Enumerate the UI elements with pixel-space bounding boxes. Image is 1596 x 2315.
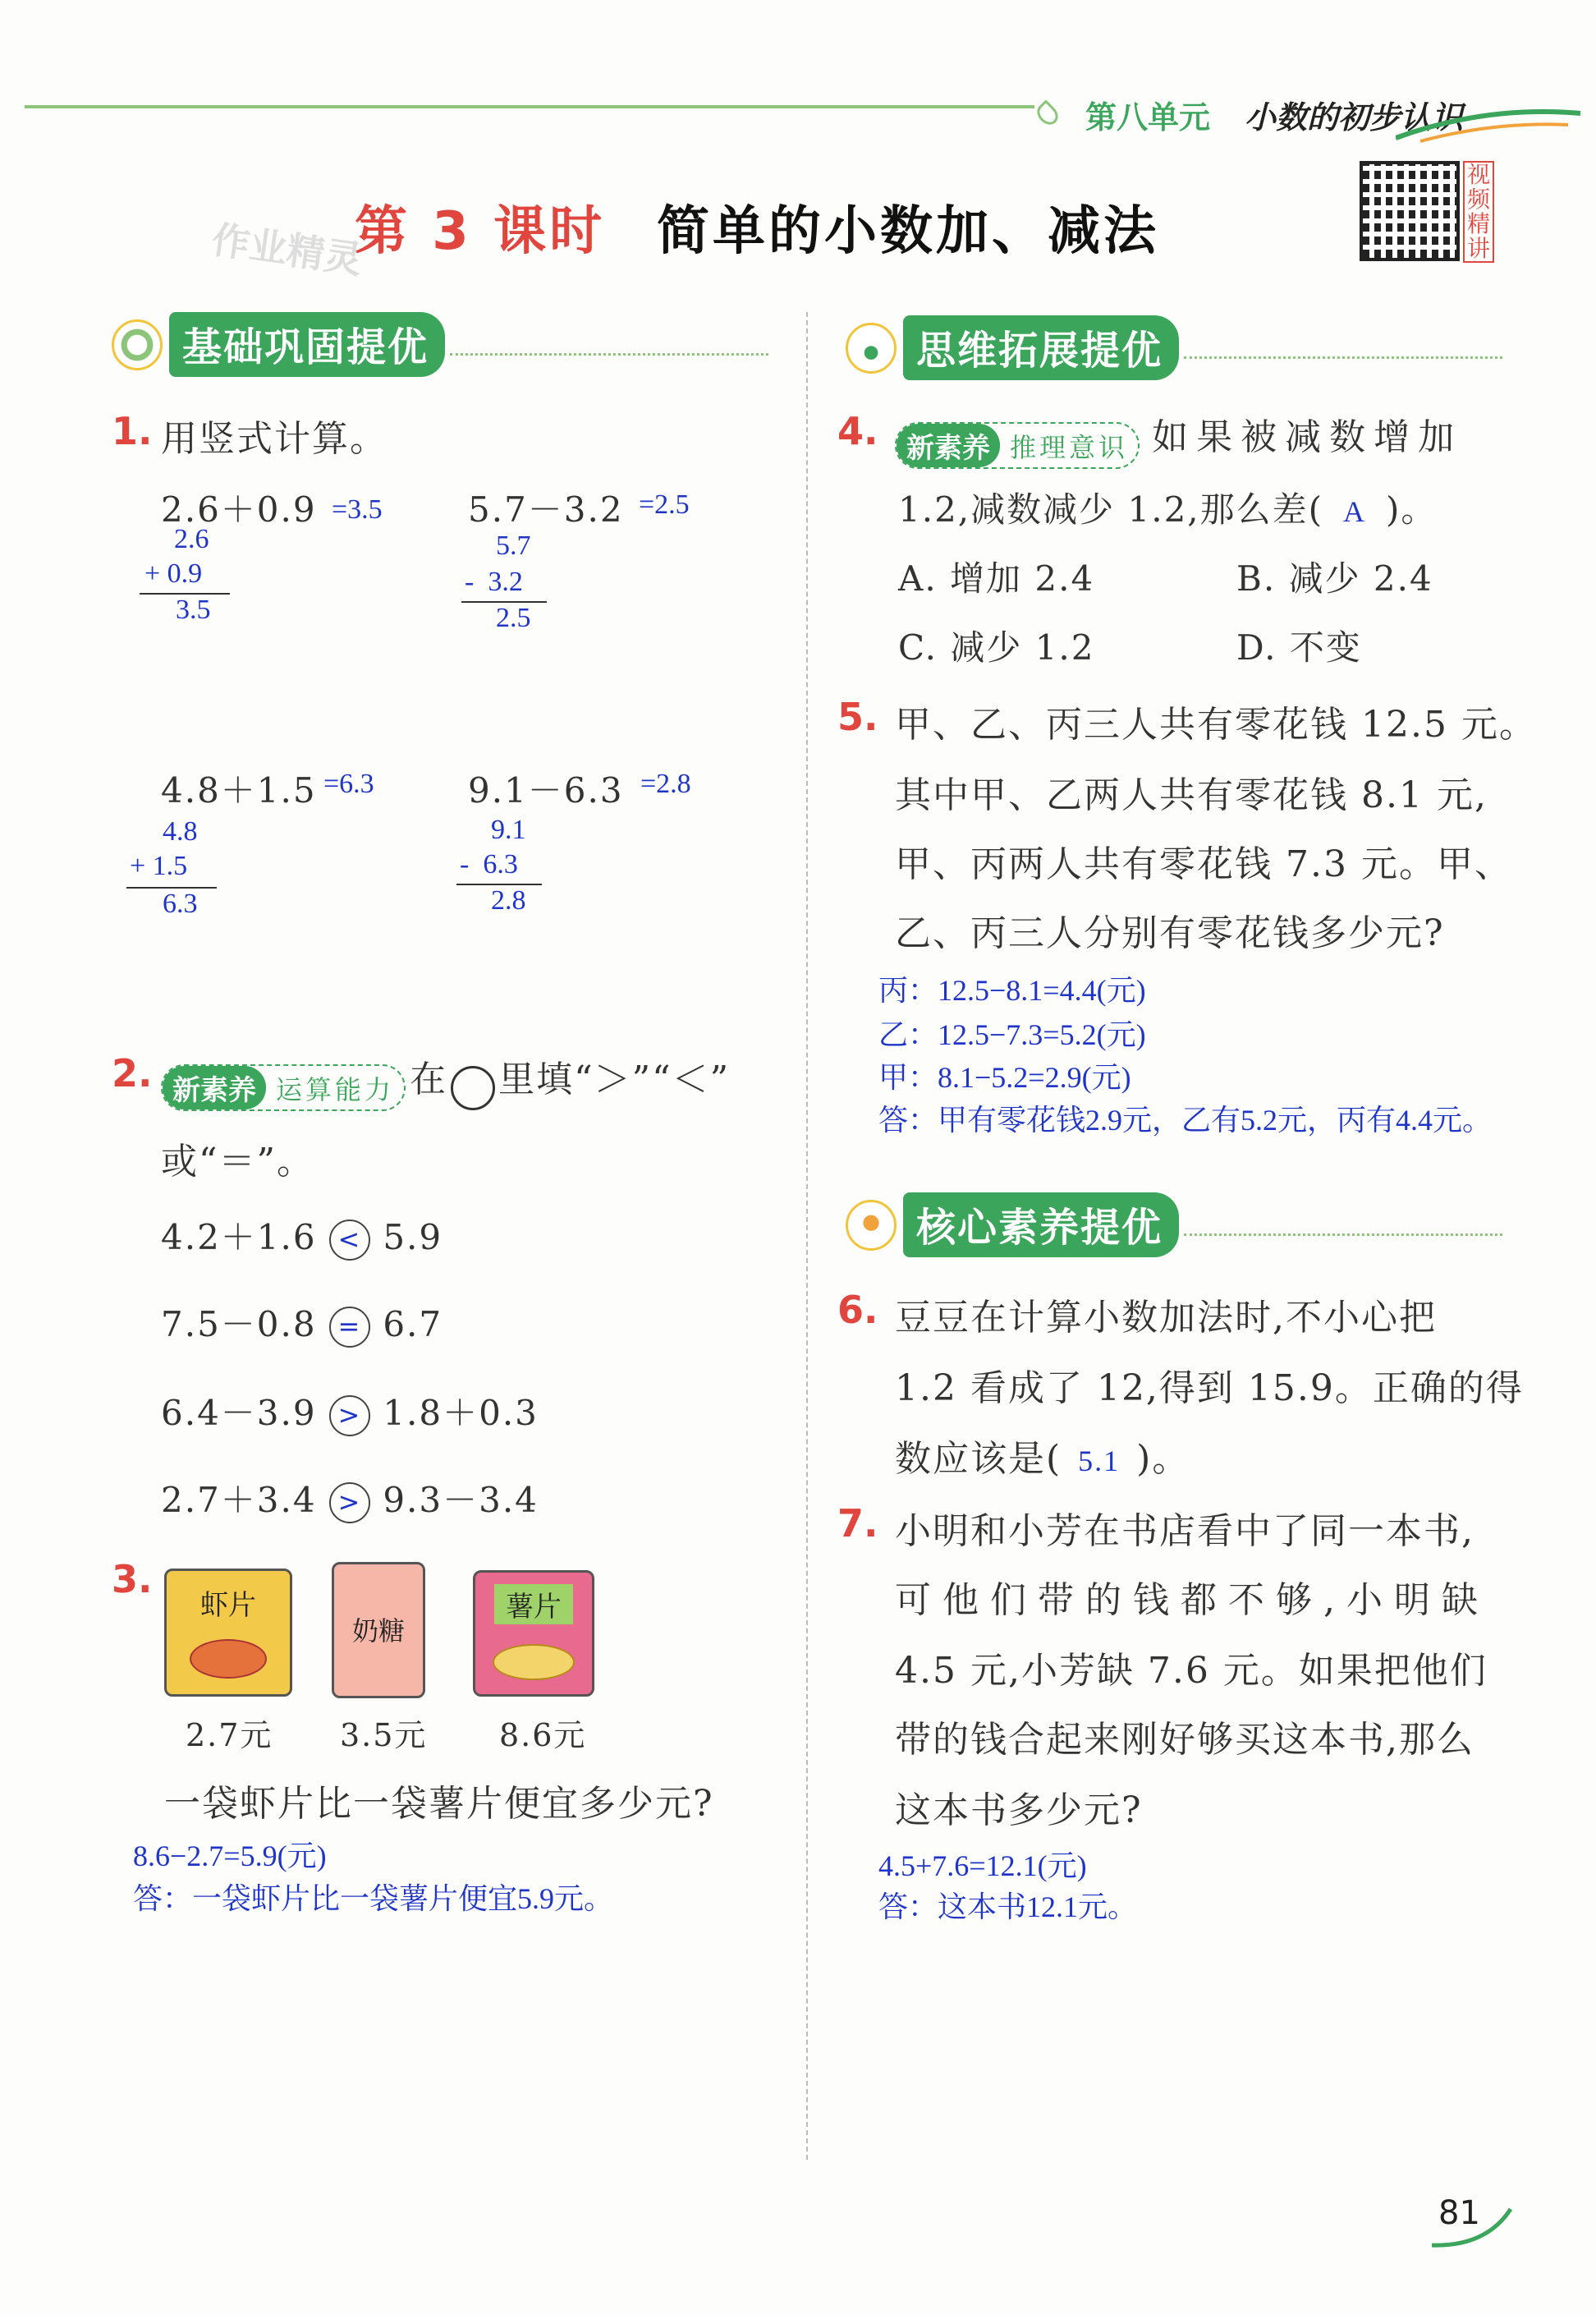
q6-line-3a: 数应该是( — [895, 1438, 1062, 1480]
q1-top-4: 9.1 — [491, 815, 526, 845]
watermark: 作业精灵 — [209, 217, 365, 282]
page-number: 81 — [1438, 2194, 1480, 2232]
q1-ans-2: =2.5 — [639, 489, 690, 520]
q1-op-4: - 6.3 — [460, 849, 518, 880]
q1-top-2: 5.7 — [496, 531, 531, 561]
q4-line-2a: 1.2,减数减少 1.2,那么差( — [898, 489, 1324, 530]
q1-res-3: 6.3 — [163, 889, 198, 919]
q2-row-2-symbol[interactable]: = — [329, 1307, 370, 1348]
q2-row-3 — [161, 1386, 539, 1436]
q1-op-3: + 1.5 — [130, 851, 188, 881]
q7-line-1: 小明和小芳在书店看中了同一本书, — [895, 1510, 1474, 1552]
q7-line-2: 可他们带的钱都不够,小明缺 — [895, 1579, 1489, 1621]
header-swoosh-icon — [1396, 105, 1585, 146]
q2-row-1-symbol[interactable]: < — [329, 1220, 370, 1261]
q1-expr-3: 4.8＋1.5 — [161, 770, 317, 811]
page-swoosh-icon — [1429, 2201, 1519, 2250]
q2-header — [161, 1050, 730, 1111]
q6-line-3b: )。 — [1136, 1438, 1190, 1480]
q2-row-4-symbol[interactable]: > — [329, 1482, 370, 1523]
q2-row-3-symbol[interactable]: > — [329, 1395, 370, 1436]
q1-expr-2: 5.7－3.2 — [468, 489, 624, 530]
q4-line-2b: )。 — [1386, 489, 1438, 530]
q1-number: 1. — [112, 409, 153, 453]
q2-badge-main: 新素养 — [163, 1066, 266, 1109]
q6-line-3 — [895, 1429, 1190, 1481]
q5-calc-2: 乙：12.5−7.3=5.2(元) — [878, 1018, 1146, 1051]
header-leaf-icon — [1033, 99, 1062, 128]
sprout-icon — [846, 323, 897, 374]
q2-row-2-right: 6.7 — [383, 1304, 443, 1344]
q3-calc: 8.6−2.7=5.9(元) — [133, 1840, 327, 1872]
q7-line-3: 4.5 元,小芳缺 7.6 元。如果把他们 — [895, 1650, 1488, 1692]
section-core — [846, 1192, 1502, 1257]
q1-res-2: 2.5 — [496, 603, 531, 633]
q4-option-d[interactable]: D. 不变 — [1236, 627, 1362, 668]
q2-text-b: 里填“＞”“＜” — [498, 1059, 731, 1100]
q4-number: 4. — [837, 409, 878, 453]
q1-expr-1: 2.6＋0.9 — [161, 489, 317, 530]
q5-calc-3: 甲：8.1−5.2=2.9(元) — [878, 1061, 1131, 1094]
snack-bag-shrimp — [164, 1569, 292, 1697]
q7-number: 7. — [837, 1501, 878, 1546]
q4-badge-sub: 推理意识 — [1010, 431, 1129, 463]
q2-text-a: 在 — [410, 1059, 448, 1100]
q4-option-b[interactable]: B. 减少 2.4 — [1236, 558, 1433, 599]
q2-row-3-left: 6.4－3.9 — [161, 1393, 317, 1433]
q5-line-2: 其中甲、乙两人共有零花钱 8.1 元, — [895, 774, 1488, 816]
q4-badge — [895, 422, 1140, 469]
q5-line-1: 甲、乙、丙三人共有零花钱 12.5 元。 — [895, 704, 1537, 746]
q4-line-2 — [898, 483, 1437, 532]
q5-line-3: 甲、丙两人共有零花钱 7.3 元。甲、 — [895, 843, 1512, 885]
q1-text: 用竖式计算。 — [161, 418, 388, 460]
section-basic-title: 基础巩固提优 — [169, 312, 445, 377]
q4-option-c[interactable]: C. 减少 1.2 — [898, 627, 1095, 668]
section-basic-dots — [450, 353, 768, 356]
q2-row-1 — [161, 1210, 443, 1261]
q5-calc-1: 丙：12.5−8.1=4.4(元) — [878, 974, 1146, 1007]
q1-ans-3: =6.3 — [323, 769, 374, 799]
page-title: 简单的小数加、减法 — [657, 200, 1159, 262]
q4-option-a[interactable]: A. 增加 2.4 — [898, 558, 1095, 599]
q2-row-2 — [161, 1298, 443, 1348]
q2-badge — [161, 1064, 406, 1111]
q2-row-4-right: 9.3－3.4 — [383, 1480, 539, 1520]
q7-line-4: 带的钱合起来刚好够买这本书,那么 — [895, 1719, 1474, 1761]
section-basic — [112, 312, 768, 377]
section-thinking-title: 思维拓展提优 — [903, 315, 1179, 380]
gear-icon — [112, 319, 163, 370]
header-unit: 第八单元 — [1085, 99, 1211, 136]
q1-res-1: 3.5 — [176, 595, 211, 625]
snack-bag-candy — [332, 1562, 425, 1698]
q2-row-3-right: 1.8＋0.3 — [383, 1393, 539, 1433]
q6-line-1: 豆豆在计算小数加法时,不小心把 — [895, 1297, 1437, 1339]
q7-calc: 4.5+7.6=12.1(元) — [878, 1849, 1087, 1882]
q4-header — [895, 407, 1462, 469]
shrimp-icon — [190, 1639, 267, 1679]
q5-answer: 答：甲有零花钱2.9元，乙有5.2元，丙有4.4元。 — [878, 1104, 1493, 1137]
q2-number: 2. — [112, 1051, 153, 1095]
q1-op-2: - 3.2 — [465, 567, 523, 597]
trophy-icon — [846, 1200, 897, 1251]
q4-answer: A — [1343, 495, 1367, 528]
section-thinking-dots — [1184, 356, 1502, 359]
column-divider — [806, 312, 808, 2160]
q2-badge-sub: 运算能力 — [276, 1073, 395, 1105]
snack-bag-chips — [473, 1570, 594, 1697]
q6-number: 6. — [837, 1288, 878, 1332]
snack-price-candy: 3.5元 — [340, 1717, 428, 1753]
section-core-title: 核心素养提优 — [903, 1192, 1179, 1257]
blank-circle-icon — [451, 1066, 495, 1110]
q5-number: 5. — [837, 695, 878, 739]
qr-code-pattern — [1363, 164, 1456, 258]
q7-answer: 答：这本书12.1元。 — [878, 1890, 1138, 1923]
q5-line-4: 乙、丙三人分别有零花钱多少元? — [895, 912, 1445, 954]
q3-answer: 答：一袋虾片比一袋薯片便宜5.9元。 — [133, 1882, 614, 1915]
chips-icon — [493, 1644, 575, 1680]
snack-name-shrimp: 虾片 — [200, 1589, 256, 1622]
q2-row-1-left: 4.2＋1.6 — [161, 1217, 317, 1257]
snack-name-chips: 薯片 — [494, 1584, 573, 1624]
q1-ans-1: =3.5 — [332, 494, 383, 525]
q6-line-2: 1.2 看成了 12,得到 15.9。正确的得 — [895, 1367, 1524, 1409]
q2-row-2-left: 7.5－0.8 — [161, 1304, 317, 1344]
q6-answer: 5.1 — [1078, 1445, 1121, 1477]
snack-price-chips: 8.6元 — [499, 1717, 587, 1753]
q2-text-c: 或“＝”。 — [161, 1141, 314, 1183]
q2-row-4-left: 2.7＋3.4 — [161, 1480, 317, 1520]
header-rule — [25, 105, 1034, 108]
q1-op-1: + 0.9 — [144, 558, 203, 589]
section-core-dots — [1184, 1233, 1502, 1236]
qr-label: 视频精讲 — [1463, 161, 1494, 263]
q1-expr-4: 9.1－6.3 — [468, 770, 624, 811]
q2-row-4 — [161, 1473, 539, 1523]
q4-badge-main: 新素养 — [897, 424, 1000, 467]
q7-line-5: 这本书多少元? — [895, 1789, 1143, 1831]
section-thinking — [846, 315, 1502, 380]
q4-line-1: 如果被减数增加 — [1152, 416, 1463, 458]
header-unit-title: 小数的初步认识 — [1245, 99, 1464, 136]
snack-price-shrimp: 2.7元 — [186, 1717, 273, 1753]
q1-top-1: 2.6 — [174, 524, 209, 554]
q2-row-1-right: 5.9 — [383, 1217, 443, 1257]
q3-number: 3. — [112, 1557, 153, 1601]
q1-ans-4: =2.8 — [640, 769, 691, 799]
snack-name-candy: 奶糖 — [351, 1615, 405, 1647]
q3-question: 一袋虾片比一袋薯片便宜多少元? — [164, 1783, 714, 1825]
lesson-label: 第 3 课时 — [355, 201, 606, 262]
q1-top-3: 4.8 — [163, 816, 198, 847]
q1-res-4: 2.8 — [491, 885, 526, 916]
